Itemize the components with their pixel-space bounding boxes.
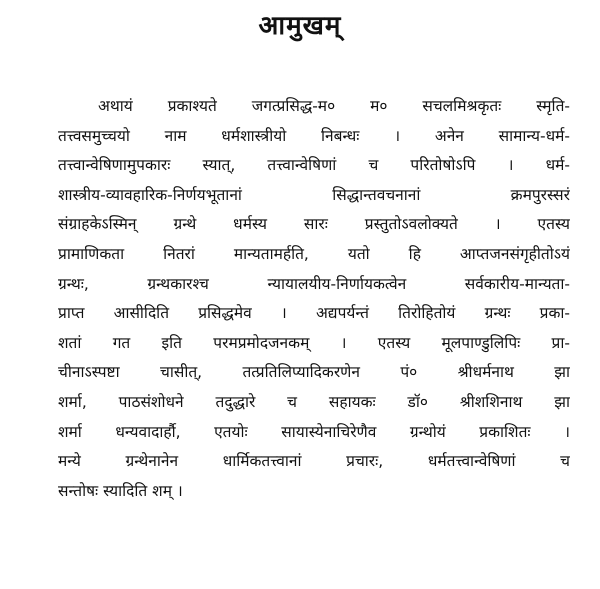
text-line: शतां गत इति परमप्रमोदजनकम् । एतस्य मूलपाण्डुलिपिः प्रा- <box>58 333 570 352</box>
paragraph <box>58 92 570 506</box>
text-line: शर्मा, पाठसंशोधने तदुद्धारे च सहायकः डॉ० श्रीशशिनाथ झा <box>58 392 570 411</box>
text-line: मन्ये ग्रन्थेनानेन धार्मिकतत्त्वानां प्रचारः, धर्मतत्त्वान्वेषिणां च <box>58 452 570 471</box>
text-line: शास्त्रीय-व्यावहारिक-निर्णयभूतानां सिद्धान्तवचनानां क्रमपुरस्सरं <box>58 185 570 204</box>
text-line: सन्तोषः स्यादिति शम् । <box>58 481 183 500</box>
page-title: आमुखम् <box>258 11 342 41</box>
text-line: अथायं प्रकाश्यते जगत्प्रसिद्ध-म० म० सचलमिश्रकृतः स्मृति- <box>98 97 570 115</box>
text-line: शर्मा धन्यवादार्हौ, एतयोः सायास्येनाचिरेणैव ग्रन्थोयं प्रकाशितः । <box>58 422 570 441</box>
text-line: तत्त्वसमुच्चयो नाम धर्मशास्त्रीयो निबन्धः । अनेन सामान्य-धर्म- <box>58 126 570 145</box>
text-line: तत्त्वान्वेषिणामुपकारः स्यात्, तत्त्वान्वेषिणां च परितोषोऽपि । धर्म- <box>58 156 570 175</box>
text-line: प्राप्त आसीदिति प्रसिद्धमेव । अद्यपर्यन्तं तिरोहितोयं ग्रन्थः प्रका- <box>58 304 570 323</box>
text-line: संग्राहकेऽस्मिन् ग्रन्थे धर्मस्य सारः प्रस्तुतोऽवलोक्यते । एतस्य <box>58 215 570 234</box>
text-line: चीनाऽस्पष्टा चासीत्, तत्प्रतिलिप्यादिकरणेन पं० श्रीधर्मनाथ झा <box>58 363 570 382</box>
text-line: ग्रन्थः, ग्रन्थकारश्च न्यायालयीय-निर्णायकत्वेन सर्वकारीय-मान्यता- <box>58 274 570 293</box>
text-line: प्रामाणिकता नितरां मान्यतामर्हति, यतो हि आप्तजनसंगृहीतोऽयं <box>58 244 570 263</box>
